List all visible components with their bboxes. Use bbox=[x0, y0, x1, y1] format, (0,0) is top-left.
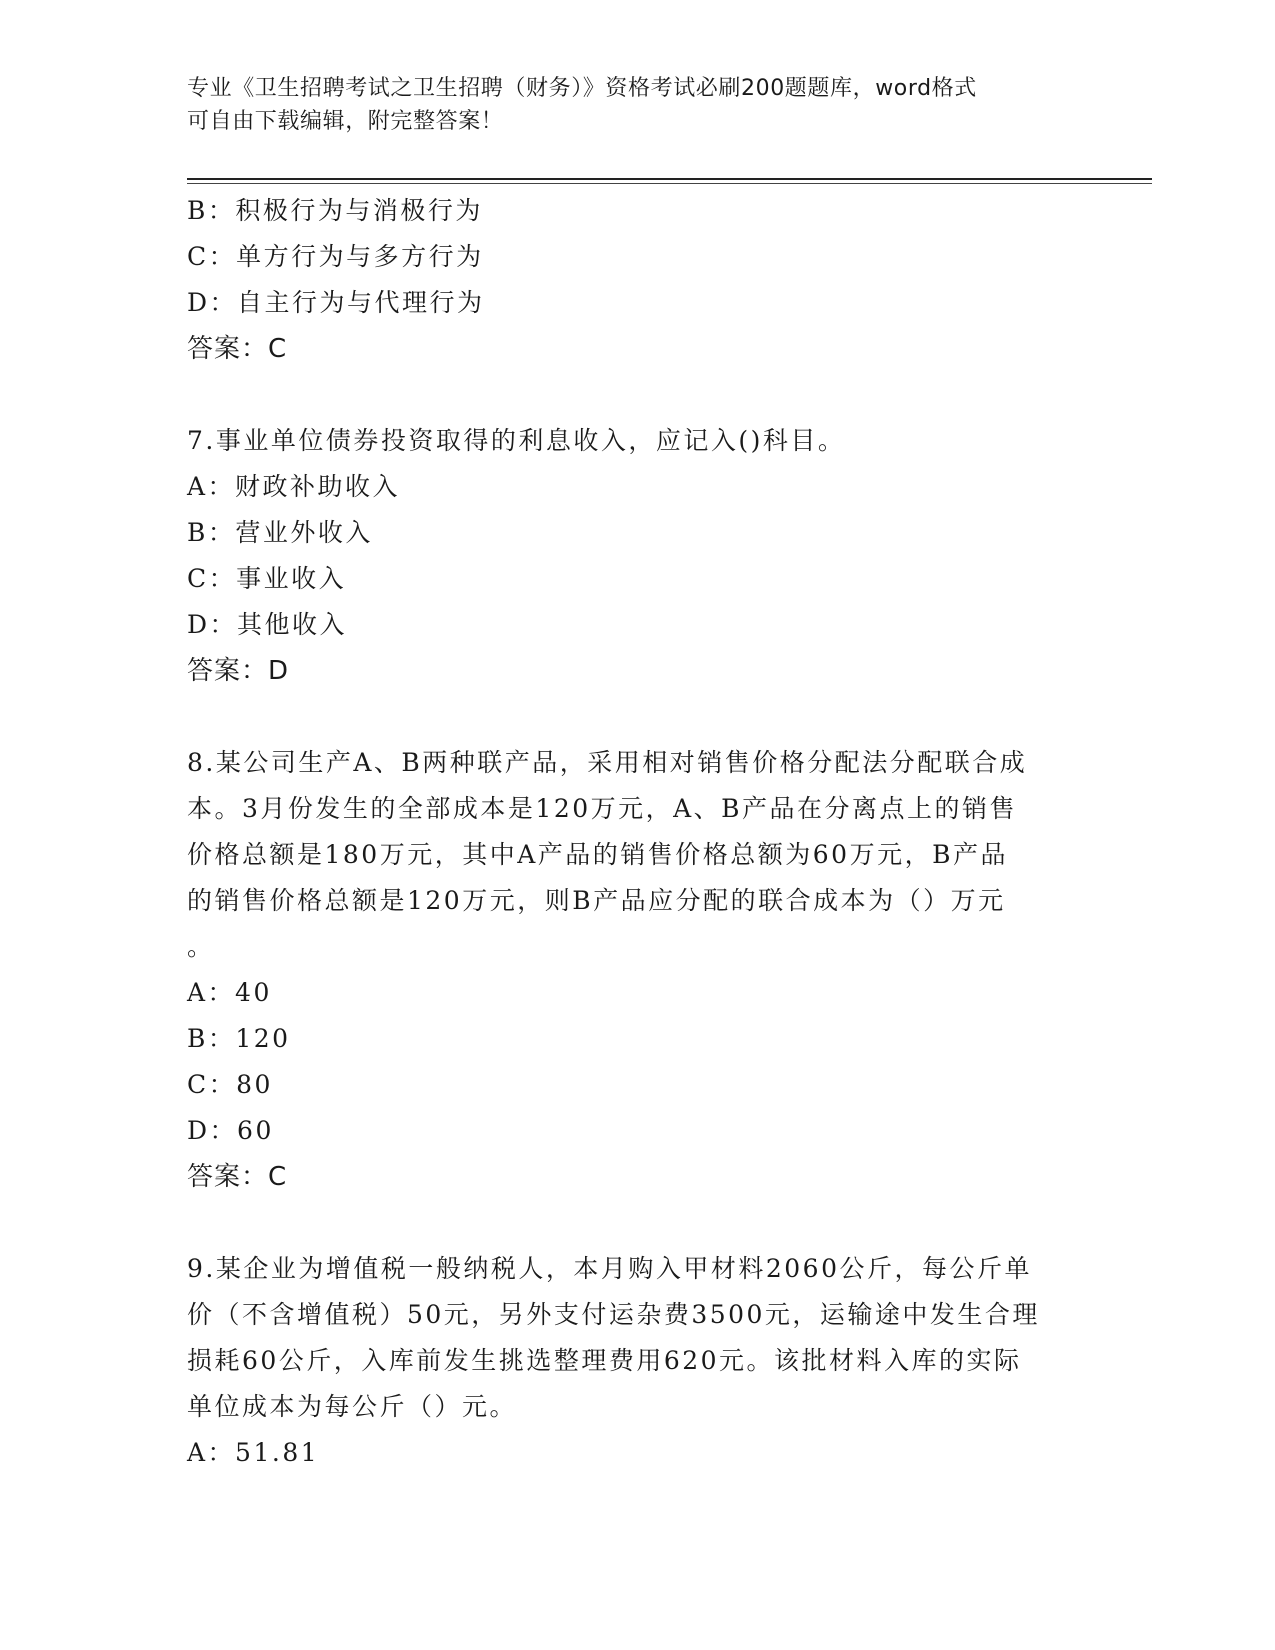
header-line-1: 专业《卫生招聘考试之卫生招聘（财务）》资格考试必刷200题题库，word格式 bbox=[187, 76, 977, 101]
q9-option-a: A：51.81 bbox=[187, 1438, 320, 1467]
q7-option-b: B：营业外收入 bbox=[187, 518, 373, 547]
spacer bbox=[187, 1200, 1087, 1246]
document-header bbox=[187, 72, 1087, 138]
q9-stem-line-3: 损耗60公斤，入库前发生挑选整理费用620元。该批材料入库的实际 bbox=[187, 1346, 1022, 1375]
q7-option-c: C：事业收入 bbox=[187, 564, 347, 593]
q7-answer: 答案：D bbox=[187, 656, 290, 686]
question-8 bbox=[187, 740, 1087, 1200]
header-rule-thin bbox=[187, 183, 1152, 184]
q6-option-d: D：自主行为与代理行为 bbox=[187, 288, 485, 317]
q6-option-b: B：积极行为与消极行为 bbox=[187, 196, 483, 225]
q9-stem-line-1: 9.某企业为增值税一般纳税人，本月购入甲材料2060公斤，每公斤单 bbox=[187, 1254, 1032, 1283]
q7-stem: 7.事业单位债券投资取得的利息收入，应记入()科目。 bbox=[187, 426, 846, 455]
header-line-2: 可自由下载编辑，附完整答案！ bbox=[187, 109, 504, 134]
spacer bbox=[187, 694, 1087, 740]
q8-stem-line-4: 的销售价格总额是120万元，则B产品应分配的联合成本为（）万元 bbox=[187, 886, 1006, 915]
spacer bbox=[187, 372, 1087, 418]
document-body bbox=[187, 188, 1087, 1476]
q8-stem-line-2: 本。3月份发生的全部成本是120万元，A、B产品在分离点上的销售 bbox=[187, 794, 1018, 823]
q8-stem-line-3: 价格总额是180万元，其中A产品的销售价格总额为60万元，B产品 bbox=[187, 840, 1008, 869]
q6-answer: 答案：C bbox=[187, 334, 288, 364]
q8-option-b: B：120 bbox=[187, 1024, 291, 1053]
question-9 bbox=[187, 1246, 1087, 1476]
question-7 bbox=[187, 418, 1087, 694]
question-6 bbox=[187, 188, 1087, 372]
q7-option-d: D：其他收入 bbox=[187, 610, 348, 639]
q8-option-d: D：60 bbox=[187, 1116, 274, 1145]
q8-answer: 答案：C bbox=[187, 1162, 288, 1192]
q8-option-a: A：40 bbox=[187, 978, 272, 1007]
header-rule-thick bbox=[187, 178, 1152, 180]
q6-option-c: C：单方行为与多方行为 bbox=[187, 242, 484, 271]
q9-stem-line-2: 价（不含增值税）50元，另外支付运杂费3500元，运输途中发生合理 bbox=[187, 1300, 1040, 1329]
q9-stem-line-4: 单位成本为每公斤（）元。 bbox=[187, 1392, 518, 1421]
q7-option-a: A：财政补助收入 bbox=[187, 472, 401, 501]
q8-stem-line-1: 8.某公司生产A、B两种联产品，采用相对销售价格分配法分配联合成 bbox=[187, 748, 1028, 777]
q8-option-c: C：80 bbox=[187, 1070, 273, 1099]
q8-stem-line-5: 。 bbox=[187, 932, 215, 961]
